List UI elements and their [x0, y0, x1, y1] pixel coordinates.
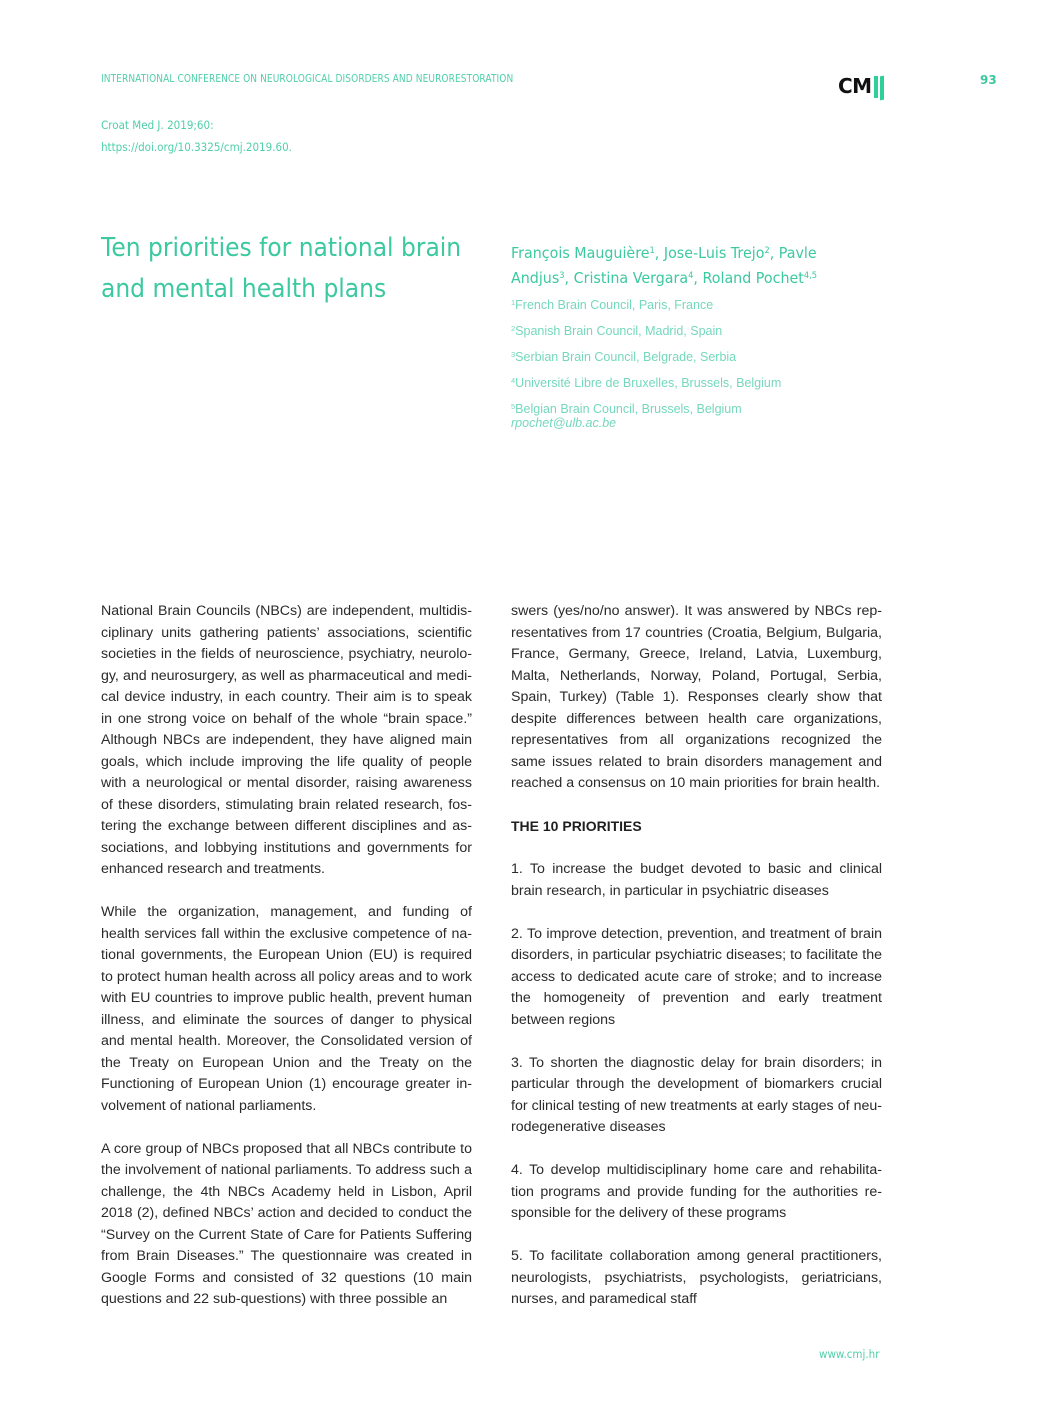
- author-separator: ,: [564, 269, 574, 287]
- body-column-left: [101, 601, 472, 1332]
- body-paragraph: swers (yes/no/no answer). It was answered by NBCs representatives from 17 countries (Croatia, Belgium, Bulgaria, France, Germany, Greece, Ireland, Latvia, Luxemburg, Malta, Netherlands, Norway, Poland, Portugal, Serbia, Spain, Turkey) (Table 1). Responses clearly show that despite differences between health care organizations, representatives from all organizations recognized the same issues related to brain disorders management and reached a consensus on 10 main priorities for brain health.: [511, 603, 882, 791]
- author-separator: ,: [654, 244, 664, 262]
- affiliation-mark: 3: [511, 350, 516, 359]
- author-line-1: [511, 240, 842, 265]
- author-affiliation-mark: 1: [649, 246, 655, 256]
- author-separator: ,: [693, 269, 703, 287]
- title-line-1: Ten priorities for national brain: [101, 233, 462, 263]
- author-name-part: Pavle: [778, 244, 817, 262]
- affiliation-mark: 2: [511, 324, 516, 333]
- author-name-part: Andjus: [511, 269, 560, 287]
- cmj-logo-bars-icon: [874, 76, 884, 100]
- article-title: [101, 228, 462, 310]
- affiliation-mark: 4: [511, 376, 516, 385]
- affiliation-mark: 1: [511, 298, 516, 307]
- author-line-2: [511, 265, 842, 290]
- title-line-2: and mental health plans: [101, 274, 387, 304]
- priority-item: 1. To increase the budget devoted to basic and clinical brain research, in particular in psychiatric diseases: [511, 861, 882, 899]
- citation: [101, 114, 292, 158]
- citation-journal: Croat Med J. 2019;60:: [101, 118, 214, 132]
- logo-text: CM: [838, 74, 872, 98]
- priority-item: 4. To develop multidisciplinary home care and rehabilitation programs and provide funding for the authorities responsible for the delivery of these programs: [511, 1162, 882, 1221]
- affiliation-item: [511, 346, 781, 372]
- section-heading: THE 10 PRIORITIES: [511, 818, 642, 834]
- affiliation-item: [511, 372, 781, 398]
- affiliation-text: Spanish Brain Council, Madrid, Spain: [515, 324, 723, 338]
- body-column-right: [511, 601, 882, 1332]
- body-paragraph: National Brain Councils (NBCs) are independent, multidisciplinary units gathering patients’ associations, scientific societies in the fields of neuroscience, psychiatry, neurology, and neurosurgery, as well as pharmaceutical and medical device industry, in each country. Their aim is to speak in one strong voice on behalf of the whole “brain space.” Although NBCs are independent, they have aligned main goals, which include improving the life quality of people with a neurological or mental disorder, raising awareness of these disorders, stimulating brain related research, fostering the exchange between different disciplines and associations, and lobbying institutions and governments for enhanced research and treatments.: [101, 603, 472, 877]
- affiliation-text: French Brain Council, Paris, France: [515, 298, 714, 312]
- priority-item: 2. To improve detection, prevention, and treatment of brain disorders, in particular psychiatric diseases; to facilitate the access to dedicated acute care of stroke; and to increase the homogeneity of prevention and early treatment between regions: [511, 925, 882, 1028]
- author-affiliation-mark: 4,5: [803, 271, 818, 281]
- page-number: 93: [980, 73, 997, 87]
- citation-doi-link[interactable]: https://doi.org/10.3325/cmj.2019.60.: [101, 140, 292, 154]
- body-paragraph: While the organization, management, and funding of health services fall within the exclusive competence of national governments, the European Union (EU) is required to protect human health across all policy areas and to work with EU countries to improve public health, prevent human illness, and eliminate the sources of danger to physical and mental health. Moreover, the Consolidated version of the Treaty on European Union and the Treaty on the Functioning of European Union (1) encourage greater involvement of national parliaments.: [101, 904, 472, 1114]
- affiliation-text: Belgian Brain Council, Brussels, Belgium: [515, 402, 742, 416]
- affiliations: [511, 294, 781, 433]
- priority-item: 3. To shorten the diagnostic delay for brain disorders; in particular through the development of biomarkers crucial for clinical testing of new treatments at early stages of neurodegenerative diseases: [511, 1054, 882, 1135]
- affiliation-item: [511, 320, 781, 346]
- author-name: Cristina Vergara: [573, 269, 689, 287]
- author-affiliation-mark: 2: [764, 246, 770, 256]
- journal-logo: [838, 75, 884, 99]
- author-list: [511, 240, 842, 290]
- footer-url-link[interactable]: www.cmj.hr: [819, 1347, 880, 1361]
- author-affiliation-mark: 3: [559, 271, 565, 281]
- author-name: Roland Pochet: [702, 269, 804, 287]
- affiliation-mark: 5: [511, 402, 516, 411]
- affiliation-text: Université Libre de Bruxelles, Brussels, Belgium: [515, 376, 782, 390]
- running-head: INTERNATIONAL CONFERENCE ON NEUROLOGICAL DISORDERS AND NEURORESTORATION: [101, 73, 514, 85]
- affiliation-item: [511, 294, 781, 320]
- body-paragraph: A core group of NBCs proposed that all NBCs contribute to the involvement of national parliaments. To address such a challenge, the 4th NBCs Academy held in Lisbon, April 2018 (2), defined NBCs’ action and decided to conduct the “Survey on the Current State of Care for Patients Suffering from Brain Diseases.” The questionnaire was created in Google Forms and consisted of 32 questions (10 main questions and 22 sub-questions) with three possible an: [101, 1140, 472, 1307]
- affiliation-text: Serbian Brain Council, Belgrade, Serbia: [515, 350, 737, 364]
- author-affiliation-mark: 4: [688, 271, 694, 281]
- author-name: Jose-Luis Trejo: [663, 244, 765, 262]
- author-separator: ,: [769, 244, 779, 262]
- author-name: François Mauguière: [511, 244, 650, 262]
- corresponding-email-link[interactable]: rpochet@ulb.ac.be: [511, 416, 617, 430]
- priority-item: 5. To facilitate collaboration among general practitioners, neurologists, psychiatrists, psychologists, geriatricians, nurses, and paramedical staff: [511, 1248, 882, 1307]
